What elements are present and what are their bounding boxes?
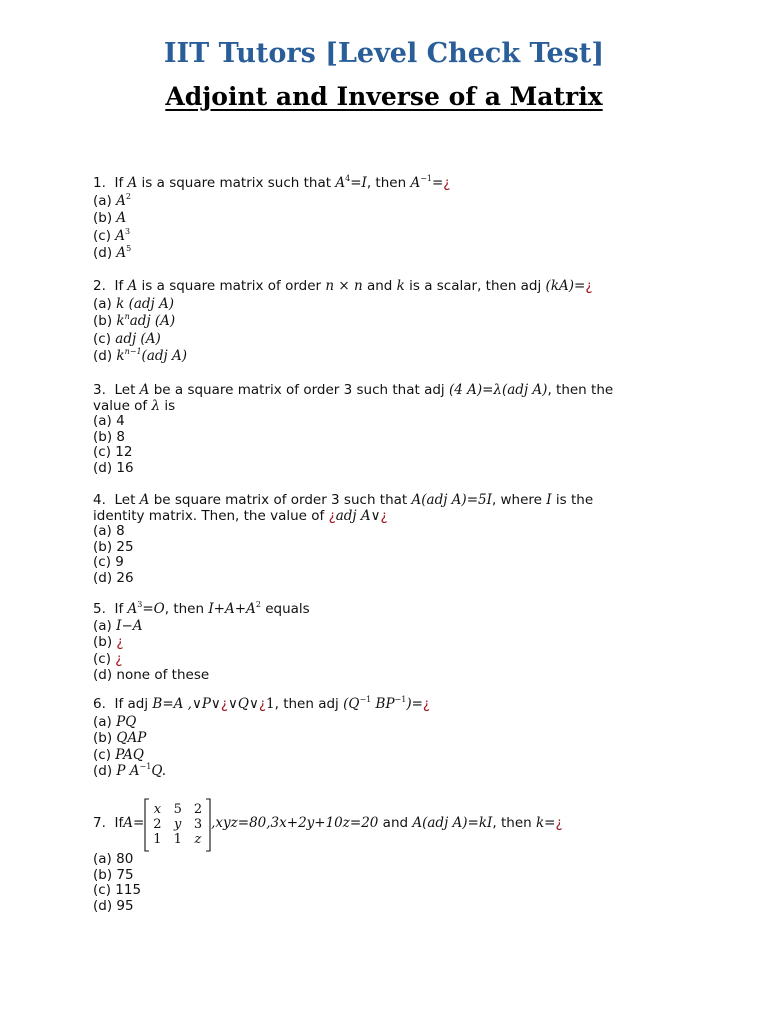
math-expr: A= xyxy=(123,815,145,832)
option-expr: adj (A) xyxy=(115,330,161,347)
stem-text: , then xyxy=(164,601,209,617)
option-expr: I−A xyxy=(116,617,143,634)
placeholder-glyph: ¿ xyxy=(555,815,563,832)
option-c xyxy=(93,652,693,668)
stem-text: value of xyxy=(93,397,152,414)
stem-text: , where xyxy=(491,492,547,508)
option-sup: n xyxy=(124,312,130,322)
math-expr: =I xyxy=(350,175,367,191)
option-a xyxy=(93,297,693,313)
matrix-cell: 1 xyxy=(173,831,182,847)
option-label: (c) xyxy=(93,650,111,667)
option-expr: adj (A) xyxy=(129,313,176,330)
matrix-cell: 3 xyxy=(193,816,203,832)
option-a xyxy=(93,414,693,430)
math-var: A xyxy=(139,492,150,508)
option-d xyxy=(93,899,693,915)
math-sup: −1 xyxy=(394,695,407,704)
math-expr: = xyxy=(431,175,444,191)
matrix-row xyxy=(147,817,208,832)
option-label: (b) xyxy=(93,866,113,883)
stem-text: equals xyxy=(260,601,310,617)
option-c xyxy=(93,445,693,461)
math-expr: adj A∨ xyxy=(335,507,381,524)
matrix-cell: x xyxy=(153,801,162,817)
stem-text: If xyxy=(114,601,128,617)
stem-text: If xyxy=(114,175,128,191)
math-var: λ xyxy=(151,397,161,414)
option-label: (b) xyxy=(93,313,113,330)
matrix-cell: 2 xyxy=(153,816,162,832)
option-value: 75 xyxy=(116,866,134,883)
option-value: 12 xyxy=(115,444,133,461)
placeholder-glyph: ¿ xyxy=(380,507,388,524)
option-d xyxy=(93,461,693,477)
question-number: 2. xyxy=(93,278,106,294)
matrix xyxy=(144,798,211,851)
stem-text: be square matrix of order 3 such that xyxy=(149,492,412,508)
math-expr: A xyxy=(127,601,138,617)
option-expr: A xyxy=(115,227,126,244)
option-label: (c) xyxy=(93,444,111,461)
math-sup: −1 xyxy=(359,695,372,704)
placeholder-glyph: ¿ xyxy=(422,696,431,712)
option-label: (a) xyxy=(93,523,112,540)
question-number: 6. xyxy=(93,696,106,712)
option-sup: −1 xyxy=(139,762,152,772)
question-1-stem xyxy=(93,176,693,192)
placeholder-glyph: ¿ xyxy=(220,696,228,712)
option-value: 26 xyxy=(116,569,134,586)
option-label: (b) xyxy=(93,634,113,651)
option-sup: 2 xyxy=(125,191,131,201)
page-subtitle xyxy=(0,82,768,111)
option-d xyxy=(93,349,693,365)
matrix-cell: 2 xyxy=(193,801,203,817)
option-expr: k (adj A) xyxy=(116,295,175,312)
stem-text: , then xyxy=(366,175,411,191)
subtitle-text: Adjoint and Inverse of a Matrix xyxy=(165,82,603,111)
option-label: (c) xyxy=(93,554,111,571)
option-b xyxy=(93,314,693,330)
option-label: (a) xyxy=(93,413,112,430)
question-number: 4. xyxy=(93,492,106,508)
question-2 xyxy=(93,279,693,365)
math-var: A xyxy=(127,175,138,191)
math-sup: 2 xyxy=(255,600,261,609)
option-expr: A xyxy=(116,245,127,262)
math-expr: A(adj A)=5I xyxy=(411,492,492,508)
option-expr: (adj A) xyxy=(141,348,187,365)
math-expr: =O xyxy=(142,601,165,617)
option-label: (b) xyxy=(93,210,113,227)
option-label: (a) xyxy=(93,617,112,634)
matrix-left-bracket xyxy=(144,798,150,852)
question-5 xyxy=(93,602,693,684)
placeholder-glyph: ¿ xyxy=(328,507,336,524)
question-number: 1. xyxy=(93,175,106,191)
option-c xyxy=(93,226,693,245)
option-expr: Q. xyxy=(151,763,167,780)
option-label: (c) xyxy=(93,330,111,347)
option-a xyxy=(93,191,693,210)
option-value: 8 xyxy=(116,523,125,540)
question-4-stem-line2 xyxy=(93,509,693,525)
math-sup: −1 xyxy=(420,174,432,183)
option-a xyxy=(93,715,693,731)
option-b xyxy=(93,430,693,446)
stem-text: is a square matrix such that xyxy=(137,175,336,191)
placeholder-glyph: ¿ xyxy=(116,634,124,651)
option-sup: 3 xyxy=(125,226,131,236)
math-expr: BP xyxy=(371,696,395,712)
placeholder-glyph: ¿ xyxy=(585,278,593,294)
math-expr: ∨Q∨ xyxy=(228,696,259,712)
stem-text: and xyxy=(378,815,413,832)
option-expr: k xyxy=(116,348,125,365)
option-a xyxy=(93,524,693,540)
question-6 xyxy=(93,697,693,780)
option-label: (a) xyxy=(93,713,112,730)
option-value: 4 xyxy=(116,413,125,430)
option-a xyxy=(93,852,693,868)
option-expr: k xyxy=(116,313,125,330)
question-4-stem xyxy=(93,493,693,509)
option-label: (d) xyxy=(93,569,113,586)
stem-text: Let xyxy=(114,492,140,508)
question-2-stem xyxy=(93,279,693,295)
math-expr: B=A ,∨P∨ xyxy=(152,696,221,712)
option-label: (c) xyxy=(93,882,111,899)
option-c xyxy=(93,332,693,348)
option-d xyxy=(93,246,693,262)
option-expr: A xyxy=(116,192,126,209)
question-3-stem xyxy=(93,383,693,399)
math-expr: A xyxy=(335,175,346,191)
math-expr: )= xyxy=(406,696,423,712)
option-c xyxy=(93,555,693,571)
option-label: (a) xyxy=(93,851,112,867)
stem-text: be a square matrix of order 3 such that adj xyxy=(149,382,449,398)
matrix-table xyxy=(147,802,208,847)
option-label: (d) xyxy=(93,897,113,914)
option-label: (a) xyxy=(93,192,112,209)
option-sup: 5 xyxy=(126,244,132,254)
matrix-cell: 5 xyxy=(173,801,182,817)
question-7-stem xyxy=(93,796,693,852)
question-3 xyxy=(93,383,693,477)
stem-text: If xyxy=(114,278,128,294)
option-expr: P A xyxy=(116,763,140,780)
option-expr: PQ xyxy=(116,713,137,730)
option-label: (a) xyxy=(93,295,112,312)
option-b xyxy=(93,731,693,747)
math-expr: (4 A)=λ(adj A) xyxy=(448,382,548,398)
math-var: I xyxy=(546,492,552,508)
math-var: A xyxy=(139,382,150,398)
question-number: 5. xyxy=(93,601,106,617)
math-expr: (kA)= xyxy=(545,278,586,294)
placeholder-glyph: ¿ xyxy=(115,650,123,667)
option-b xyxy=(93,211,693,227)
option-label: (b) xyxy=(93,730,113,747)
matrix-cell: y xyxy=(174,816,182,832)
option-b xyxy=(93,635,693,651)
math-expr: ,xyz=80,3x+2y+10z=20 xyxy=(211,815,379,832)
math-expr: A(adj A)=kI xyxy=(412,815,493,832)
matrix-row xyxy=(147,802,208,817)
math-expr: I+A+A xyxy=(208,601,256,617)
stem-text: is xyxy=(160,397,176,414)
option-c xyxy=(93,883,693,899)
option-c xyxy=(93,748,693,764)
option-value: 9 xyxy=(115,554,124,571)
question-1 xyxy=(93,176,693,262)
matrix-right-bracket xyxy=(205,798,211,852)
question-7 xyxy=(93,796,693,914)
option-label: (b) xyxy=(93,538,113,555)
math-expr: (Q xyxy=(343,696,360,712)
option-expr: QAP xyxy=(116,730,147,747)
option-value: 80 xyxy=(116,851,134,867)
stem-text: is the xyxy=(551,492,594,508)
option-d xyxy=(93,668,693,684)
question-number: 7. xyxy=(93,815,106,832)
option-label: (d) xyxy=(93,763,113,780)
math-sup: 3 xyxy=(137,600,143,609)
option-sup: n−1 xyxy=(124,347,142,357)
option-label: (c) xyxy=(93,227,111,244)
stem-text: , then adj xyxy=(274,696,344,712)
stem-text: If xyxy=(114,815,124,832)
math-expr: n × n xyxy=(325,278,363,294)
option-a xyxy=(93,619,693,635)
option-b xyxy=(93,540,693,556)
option-label: (d) xyxy=(93,348,113,365)
option-value: 25 xyxy=(116,538,134,555)
option-d xyxy=(93,571,693,587)
math-expr: 1 xyxy=(266,696,275,712)
question-5-stem xyxy=(93,602,693,618)
option-value: 95 xyxy=(116,897,134,914)
option-b xyxy=(93,868,693,884)
math-var: A xyxy=(127,278,138,294)
math-sup: 4 xyxy=(345,174,351,183)
option-value: 8 xyxy=(116,428,125,445)
option-expr: A xyxy=(116,210,127,227)
page-title: IIT Tutors [Level Check Test] xyxy=(163,38,605,69)
question-3-stem-line2 xyxy=(93,399,693,415)
stem-text: Let xyxy=(114,382,140,398)
question-4 xyxy=(93,493,693,587)
stem-text: is a scalar, then adj xyxy=(404,278,546,294)
option-label: (b) xyxy=(93,428,113,445)
matrix-row xyxy=(147,832,208,847)
option-label: (c) xyxy=(93,746,111,763)
option-value: none of these xyxy=(116,667,210,684)
stem-text: , then the xyxy=(547,382,614,398)
option-label: (d) xyxy=(93,245,113,262)
option-value: 115 xyxy=(115,882,142,899)
placeholder-glyph: ¿ xyxy=(443,175,451,191)
option-label: (d) xyxy=(93,667,113,684)
stem-text: , then xyxy=(492,815,536,832)
stem-text: identity matrix. Then, the value of xyxy=(93,507,329,524)
option-expr: PAQ xyxy=(115,746,144,763)
matrix-cell: 1 xyxy=(153,831,162,847)
stem-text: is a square matrix of order xyxy=(137,278,326,294)
option-label: (d) xyxy=(93,459,113,476)
math-expr: A xyxy=(410,175,421,191)
option-value: 16 xyxy=(116,459,134,476)
option-d xyxy=(93,764,693,780)
placeholder-glyph: ¿ xyxy=(258,696,267,712)
matrix-cell: z xyxy=(194,831,202,847)
math-var: k xyxy=(396,278,405,294)
stem-text: and xyxy=(362,278,397,294)
question-number: 3. xyxy=(93,382,106,398)
stem-text: If adj xyxy=(114,696,153,712)
math-expr: k= xyxy=(535,815,556,832)
question-6-stem xyxy=(93,697,693,713)
